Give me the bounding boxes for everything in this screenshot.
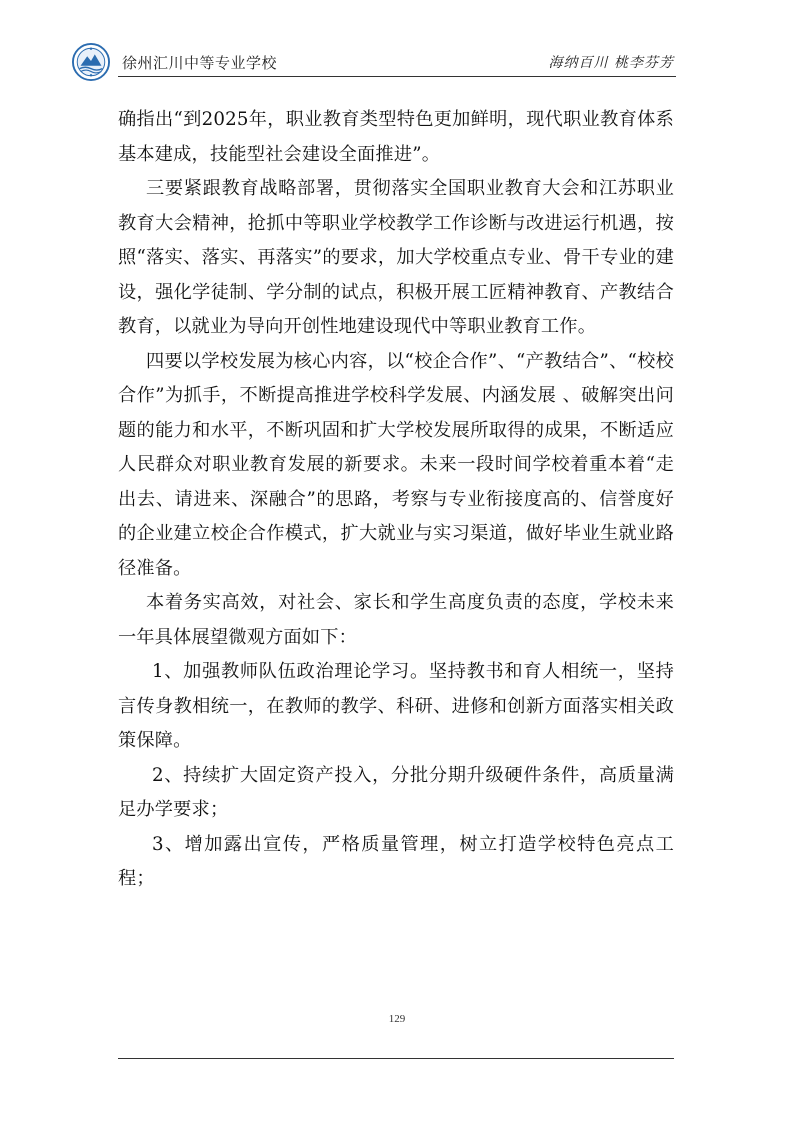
paragraph-continuation: 确指出“到2025年，职业教育类型特色更加鲜明，现代职业教育体系基本建成，技能型社会建设全面推进”。: [118, 109, 674, 165]
school-motto: 海纳百川 桃李芬芳: [548, 55, 674, 71]
school-name: 徐州汇川中等专业学校: [122, 54, 278, 72]
list-item-2: 2、持续扩大固定资产投入，分批分期升级硬件条件，高质量满足办学要求；: [118, 764, 674, 820]
school-emblem-icon: [72, 43, 110, 81]
header-divider: [118, 76, 676, 77]
page-header: [72, 40, 676, 80]
list-item-3: 3、增加露出宣传，严格质量管理，树立打造学校特色亮点工程；: [118, 833, 674, 889]
paragraph-item-four: 四要以学校发展为核心内容，以“校企合作”、“产教结合”、“校校合作”为抓手，不断提高推进学校科学发展、内涵发展 、破解突出问题的能力和水平，不断巩固和扩大学校发展所取得的成果，不断适应人民群众对职业教育发展的新要求。未来一段时间学校着重本着“走出去、请进来、深融合”的思路，考察与专业衔接度高的、信誉度好的企业建立校企合作模式，扩大就业与实习渠道，做好毕业生就业路径准备。: [118, 350, 674, 579]
document-body: [118, 103, 674, 897]
paragraph-outlook-intro: 本着务实高效，对社会、家长和学生高度负责的态度，学校未来一年具体展望微观方面如下：: [118, 592, 674, 648]
page-number: 129: [388, 1013, 406, 1025]
list-item-1: 1、加强教师队伍政治理论学习。坚持教书和育人相统一，坚持言传身教相统一，在教师的教学、科研、进修和创新方面落实相关政策保障。: [118, 661, 674, 751]
footer-divider: [118, 1058, 674, 1059]
paragraph-item-three: 三要紧跟教育战略部署，贯彻落实全国职业教育大会和江苏职业教育大会精神，抢抓中等职业学校教学工作诊断与改进运行机遇，按照“落实、落实、再落实”的要求，加大学校重点专业、骨干专业的建设，强化学徒制、学分制的试点，积极开展工匠精神教育、产教结合教育，以就业为导向开创性地建设现代中等职业教育工作。: [118, 178, 674, 337]
